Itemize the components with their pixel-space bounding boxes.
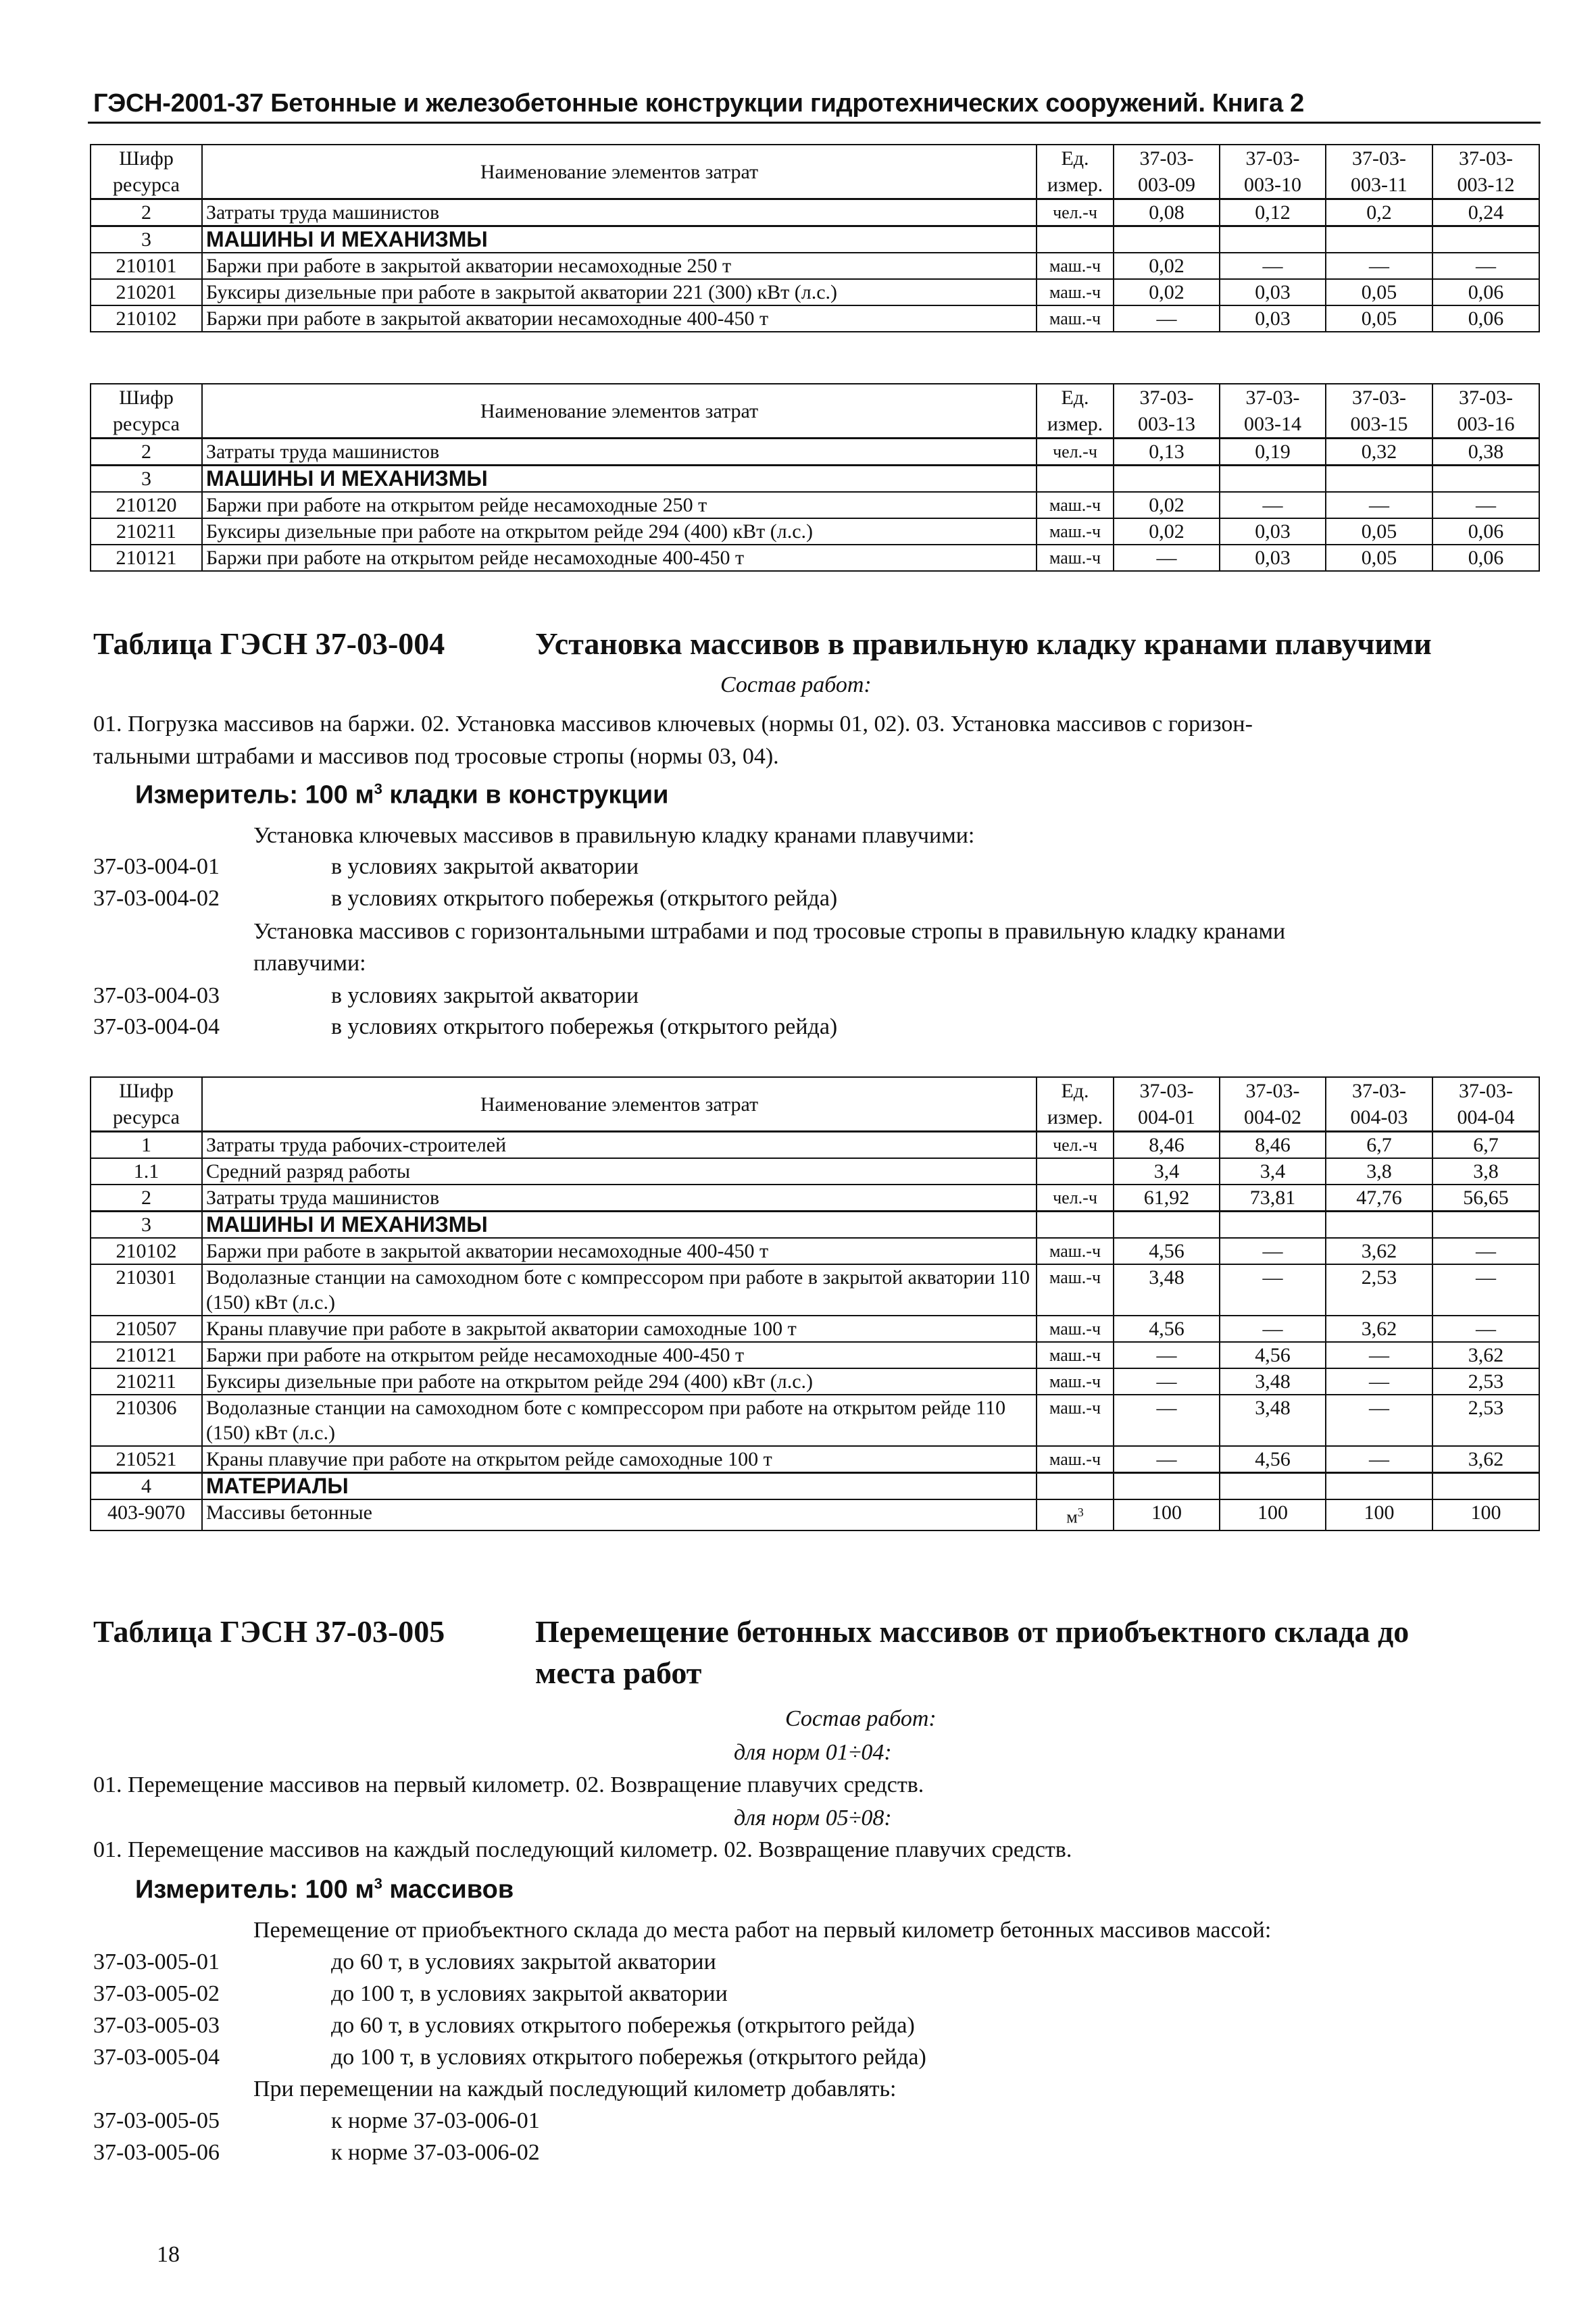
row-unit: чел.-ч: [1037, 1132, 1114, 1159]
row-unit: маш.-ч: [1037, 1446, 1114, 1473]
norm-range-label: для норм 05÷08:: [734, 1806, 892, 1831]
row-name: Краны плавучие при работе на открытом рейде самоходные 100 т: [202, 1446, 1037, 1473]
norm-code: 37-03-005-03: [93, 2013, 220, 2038]
table-row: [91, 492, 1539, 518]
row-unit: чел.-ч: [1037, 439, 1114, 466]
row-value: 2,53: [1326, 1264, 1432, 1316]
table-title-005: Перемещение бетонных массивов от приобъектного склада до: [535, 1614, 1410, 1649]
section-row: [91, 466, 1539, 493]
row-value: —: [1432, 1264, 1539, 1316]
row-value: 3,48: [1114, 1264, 1220, 1316]
row-name: Средний разряд работы: [202, 1158, 1037, 1185]
row-code: 210120: [91, 492, 202, 518]
row-value: 4,56: [1220, 1446, 1326, 1473]
header-col-2: 37-03- 004-02: [1220, 1077, 1326, 1132]
table-header-row: [91, 1077, 1539, 1132]
row-name: Буксиры дизельные при работе в закрытой акватории 221 (300) кВт (л.с.): [202, 279, 1037, 305]
row-name: Буксиры дизельные при работе на открытом рейде 294 (400) кВт (л.с.): [202, 518, 1037, 545]
row-value: 0,32: [1326, 439, 1432, 466]
row-value: 4,56: [1114, 1238, 1220, 1264]
row-code: 3: [91, 466, 202, 493]
row-value: 3,4: [1220, 1158, 1326, 1185]
section-row: [91, 1473, 1539, 1500]
row-value: 100: [1326, 1499, 1432, 1530]
table-row: [91, 1342, 1539, 1368]
norm-text: до 100 т, в условиях открытого побережья (открытого рейда): [331, 2045, 926, 2070]
row-unit: [1037, 1158, 1114, 1185]
row-value: 0,05: [1326, 279, 1432, 305]
row-value: —: [1326, 1342, 1432, 1368]
row-value: 4,56: [1114, 1316, 1220, 1342]
row-value: 0,03: [1220, 518, 1326, 545]
row-value: 0,02: [1114, 518, 1220, 545]
row-value: 2,53: [1432, 1395, 1539, 1446]
norm-code: 37-03-004-02: [93, 886, 220, 911]
header-col-1: 37-03- 003-09: [1114, 145, 1220, 199]
norm-group-intro: Установка ключевых массивов в правильную кладку кранами плавучими:: [253, 823, 975, 848]
table-title-004: Установка массивов в правильную кладку кранами плавучими: [535, 626, 1432, 661]
table-header-row: [91, 145, 1539, 199]
row-code: 210507: [91, 1316, 202, 1342]
row-code: 210306: [91, 1395, 202, 1446]
row-value: 0,06: [1432, 279, 1539, 305]
row-value: 73,81: [1220, 1185, 1326, 1212]
row-value: 0,13: [1114, 439, 1220, 466]
row-value: 0,19: [1220, 439, 1326, 466]
table-row: [91, 1316, 1539, 1342]
page-number: 18: [157, 2242, 180, 2267]
measure-unit: Измеритель: 100 $м^3$ массивов: [135, 1875, 514, 1904]
norm-code: 37-03-005-06: [93, 2140, 220, 2165]
composition-line: 01. Погрузка массивов на баржи. 02. Установка массивов ключевых (нормы 01, 02). 03. Установка массивов с горизон-: [93, 712, 1253, 737]
row-code: 210101: [91, 253, 202, 279]
norm-group-intro: При перемещении на каждый последующий километр добавлять:: [253, 2076, 897, 2101]
row-value: 3,62: [1326, 1238, 1432, 1264]
row-value: 0,03: [1220, 279, 1326, 305]
row-value: 0,05: [1326, 545, 1432, 571]
norm-code: 37-03-004-03: [93, 983, 220, 1008]
row-unit: маш.-ч: [1037, 1368, 1114, 1395]
row-unit: маш.-ч: [1037, 545, 1114, 571]
row-unit: маш.-ч: [1037, 1342, 1114, 1368]
table-row: [91, 253, 1539, 279]
row-code: 1: [91, 1132, 202, 1159]
table-row: [91, 1264, 1539, 1316]
row-value: 4,56: [1220, 1342, 1326, 1368]
row-value: 0,06: [1432, 518, 1539, 545]
header-unit: Ед. измер.: [1037, 384, 1114, 439]
table-row: [91, 1185, 1539, 1212]
table-row: [91, 1132, 1539, 1159]
table-title-005-cont: места работ: [535, 1656, 702, 1690]
row-value: 0,02: [1114, 279, 1220, 305]
norm-text: в условиях открытого побережья (открытого рейда): [331, 1014, 838, 1039]
composition-line: 01. Перемещение массивов на каждый последующий километр. 02. Возвращение плавучих средств.: [93, 1837, 1072, 1862]
row-name: Баржи при работе в закрытой акватории несамоходные 250 т: [202, 253, 1037, 279]
norm-text: в условиях закрытой акватории: [331, 854, 639, 879]
row-unit: $м^3$: [1037, 1499, 1114, 1530]
header-unit: Ед. измер.: [1037, 1077, 1114, 1132]
section-row: [91, 1212, 1539, 1239]
header-col-2: 37-03- 003-14: [1220, 384, 1326, 439]
row-value: 0,24: [1432, 199, 1539, 226]
row-value: —: [1114, 545, 1220, 571]
header-rule: [88, 122, 1541, 124]
row-code: 3: [91, 226, 202, 253]
table-row: [91, 439, 1539, 466]
row-unit: маш.-ч: [1037, 1316, 1114, 1342]
row-unit: маш.-ч: [1037, 305, 1114, 332]
table-row: [91, 305, 1539, 332]
table-row: [91, 199, 1539, 226]
header-name: Наименование элементов затрат: [202, 1077, 1037, 1132]
row-code: 1.1: [91, 1158, 202, 1185]
norm-code: 37-03-004-01: [93, 854, 220, 879]
row-value: 6,7: [1326, 1132, 1432, 1159]
row-code: 210201: [91, 279, 202, 305]
norm-group-intro: Перемещение от приобъектного склада до места работ на первый километр бетонных массивов массой:: [253, 1918, 1272, 1943]
table-row: [91, 279, 1539, 305]
table-label-005: Таблица ГЭСН 37-03-005: [93, 1614, 445, 1649]
row-code: 210121: [91, 545, 202, 571]
row-value: —: [1326, 253, 1432, 279]
row-value: 3,48: [1220, 1368, 1326, 1395]
row-value: 3,48: [1220, 1395, 1326, 1446]
row-name: Баржи при работе на открытом рейде несамоходные 400-450 т: [202, 545, 1037, 571]
row-value: 0,38: [1432, 439, 1539, 466]
row-name: Баржи при работе в закрытой акватории несамоходные 400-450 т: [202, 305, 1037, 332]
row-value: 0,03: [1220, 545, 1326, 571]
row-unit: маш.-ч: [1037, 1395, 1114, 1446]
table-row: [91, 518, 1539, 545]
row-value: 56,65: [1432, 1185, 1539, 1212]
row-value: —: [1114, 1395, 1220, 1446]
row-value: 0,08: [1114, 199, 1220, 226]
header-col-4: 37-03- 003-12: [1432, 145, 1539, 199]
running-header: ГЭСН-2001-37 Бетонные и железобетонные конструкции гидротехнических сооружений. Книга 2: [93, 89, 1304, 118]
header-code: Шифр ресурса: [91, 1077, 202, 1132]
row-value: 47,76: [1326, 1185, 1432, 1212]
row-value: 0,05: [1326, 518, 1432, 545]
norm-code: 37-03-004-04: [93, 1014, 220, 1039]
header-code: Шифр ресурса: [91, 384, 202, 439]
row-value: —: [1220, 492, 1326, 518]
header-name: Наименование элементов затрат: [202, 145, 1037, 199]
norm-group-intro: Установка массивов с горизонтальными штрабами и под тросовые стропы в правильную кладку кранами: [253, 919, 1286, 944]
row-value: 0,2: [1326, 199, 1432, 226]
row-value: 0,02: [1114, 492, 1220, 518]
row-value: 0,12: [1220, 199, 1326, 226]
row-value: 100: [1432, 1499, 1539, 1530]
norm-code: 37-03-005-01: [93, 1949, 220, 1974]
row-value: 0,05: [1326, 305, 1432, 332]
row-unit: чел.-ч: [1037, 1185, 1114, 1212]
table-row: [91, 1368, 1539, 1395]
row-name: Водолазные станции на самоходном боте с компрессором при работе в закрытой акватории 110 (150) кВт (л.с.): [202, 1264, 1037, 1316]
row-value: —: [1326, 1368, 1432, 1395]
row-unit: маш.-ч: [1037, 279, 1114, 305]
row-unit: маш.-ч: [1037, 518, 1114, 545]
row-code: 210102: [91, 305, 202, 332]
row-value: 3,62: [1432, 1446, 1539, 1473]
row-value: —: [1220, 253, 1326, 279]
row-unit: маш.-ч: [1037, 253, 1114, 279]
row-value: —: [1326, 492, 1432, 518]
table-row: [91, 1395, 1539, 1446]
section-row: [91, 226, 1539, 253]
row-code: 2: [91, 439, 202, 466]
row-value: 8,46: [1114, 1132, 1220, 1159]
row-name: Баржи при работе на открытом рейде несамоходные 400-450 т: [202, 1342, 1037, 1368]
norm-text: до 100 т, в условиях закрытой акватории: [331, 1981, 728, 2006]
row-name: Баржи при работе на открытом рейде несамоходные 250 т: [202, 492, 1037, 518]
row-unit: маш.-ч: [1037, 1264, 1114, 1316]
row-value: —: [1432, 1238, 1539, 1264]
header-col-1: 37-03- 004-01: [1114, 1077, 1220, 1132]
row-value: 0,06: [1432, 305, 1539, 332]
composition-line: тальными штрабами и массивов под тросовые стропы (нормы 03, 04).: [93, 744, 779, 769]
header-col-3: 37-03- 003-15: [1326, 384, 1432, 439]
resource-table-004: [90, 1076, 1540, 1531]
row-code: 2: [91, 1185, 202, 1212]
section-title: МАШИНЫ И МЕХАНИЗМЫ: [202, 226, 1037, 253]
row-value: —: [1220, 1316, 1326, 1342]
row-value: —: [1432, 253, 1539, 279]
header-col-4: 37-03- 004-04: [1432, 1077, 1539, 1132]
norm-group-intro: плавучими:: [253, 951, 366, 976]
row-unit: маш.-ч: [1037, 492, 1114, 518]
norm-text: в условиях закрытой акватории: [331, 983, 639, 1008]
row-value: —: [1326, 1446, 1432, 1473]
row-name: Массивы бетонные: [202, 1499, 1037, 1530]
header-unit: Ед. измер.: [1037, 145, 1114, 199]
row-value: —: [1220, 1238, 1326, 1264]
row-code: 210301: [91, 1264, 202, 1316]
header-code: Шифр ресурса: [91, 145, 202, 199]
row-value: —: [1114, 1446, 1220, 1473]
row-value: 3,4: [1114, 1158, 1220, 1185]
row-value: 0,03: [1220, 305, 1326, 332]
measure-unit: Измеритель: 100 $м^3$ кладки в конструкции: [135, 780, 669, 810]
row-value: —: [1114, 1342, 1220, 1368]
section-title: МАТЕРИАЛЫ: [202, 1473, 1037, 1500]
norm-text: в условиях открытого побережья (открытого рейда): [331, 886, 838, 911]
norm-code: 37-03-005-04: [93, 2045, 220, 2070]
row-name: Затраты труда рабочих-строителей: [202, 1132, 1037, 1159]
row-code: 210521: [91, 1446, 202, 1473]
table-row: [91, 1158, 1539, 1185]
table-label-004: Таблица ГЭСН 37-03-004: [93, 626, 445, 661]
norm-text: до 60 т, в условиях открытого побережья (открытого рейда): [331, 2013, 915, 2038]
header-col-1: 37-03- 003-13: [1114, 384, 1220, 439]
row-value: 8,46: [1220, 1132, 1326, 1159]
composition-label: Состав работ:: [785, 1706, 937, 1731]
row-value: —: [1432, 492, 1539, 518]
row-name: Затраты труда машинистов: [202, 199, 1037, 226]
row-value: —: [1432, 1316, 1539, 1342]
header-col-4: 37-03- 003-16: [1432, 384, 1539, 439]
row-value: —: [1326, 1395, 1432, 1446]
norm-text: к норме 37-03-006-02: [331, 2140, 540, 2165]
resource-table-003-09-12: [90, 144, 1540, 332]
row-code: 210121: [91, 1342, 202, 1368]
row-value: 61,92: [1114, 1185, 1220, 1212]
row-value: 100: [1114, 1499, 1220, 1530]
row-value: 100: [1220, 1499, 1326, 1530]
row-code: 210211: [91, 1368, 202, 1395]
row-unit: маш.-ч: [1037, 1238, 1114, 1264]
row-unit: чел.-ч: [1037, 199, 1114, 226]
row-value: 3,62: [1432, 1342, 1539, 1368]
row-name: Буксиры дизельные при работе на открытом рейде 294 (400) кВт (л.с.): [202, 1368, 1037, 1395]
row-value: —: [1220, 1264, 1326, 1316]
section-title: МАШИНЫ И МЕХАНИЗМЫ: [202, 466, 1037, 493]
composition-label: Состав работ:: [720, 672, 872, 697]
norm-text: до 60 т, в условиях закрытой акватории: [331, 1949, 716, 1974]
row-value: 2,53: [1432, 1368, 1539, 1395]
row-value: 3,8: [1432, 1158, 1539, 1185]
header-col-3: 37-03- 003-11: [1326, 145, 1432, 199]
row-code: 210102: [91, 1238, 202, 1264]
table-row: [91, 545, 1539, 571]
row-value: —: [1114, 305, 1220, 332]
row-code: 3: [91, 1212, 202, 1239]
row-value: 3,62: [1326, 1316, 1432, 1342]
header-col-3: 37-03- 004-03: [1326, 1077, 1432, 1132]
row-name: Краны плавучие при работе в закрытой акватории самоходные 100 т: [202, 1316, 1037, 1342]
norm-code: 37-03-005-05: [93, 2108, 220, 2133]
row-code: 4: [91, 1473, 202, 1500]
norm-text: к норме 37-03-006-01: [331, 2108, 540, 2133]
table-row: [91, 1238, 1539, 1264]
row-code: 210211: [91, 518, 202, 545]
header-name: Наименование элементов затрат: [202, 384, 1037, 439]
norm-range-label: для норм 01÷04:: [734, 1740, 892, 1765]
row-name: Водолазные станции на самоходном боте с компрессором при работе на открытом рейде 110 (150) кВт (л.с.): [202, 1395, 1037, 1446]
row-name: Затраты труда машинистов: [202, 439, 1037, 466]
row-value: —: [1114, 1368, 1220, 1395]
row-value: 6,7: [1432, 1132, 1539, 1159]
table-row: [91, 1446, 1539, 1473]
row-value: 0,02: [1114, 253, 1220, 279]
header-col-2: 37-03- 003-10: [1220, 145, 1326, 199]
row-code: 2: [91, 199, 202, 226]
table-header-row: [91, 384, 1539, 439]
norm-code: 37-03-005-02: [93, 1981, 220, 2006]
row-value: 3,8: [1326, 1158, 1432, 1185]
resource-table-003-13-16: [90, 383, 1540, 572]
row-code: 403-9070: [91, 1499, 202, 1530]
composition-line: 01. Перемещение массивов на первый километр. 02. Возвращение плавучих средств.: [93, 1772, 924, 1797]
row-value: 0,06: [1432, 545, 1539, 571]
row-name: Баржи при работе в закрытой акватории несамоходные 400-450 т: [202, 1238, 1037, 1264]
table-row: [91, 1499, 1539, 1530]
row-name: Затраты труда машинистов: [202, 1185, 1037, 1212]
section-title: МАШИНЫ И МЕХАНИЗМЫ: [202, 1212, 1037, 1239]
